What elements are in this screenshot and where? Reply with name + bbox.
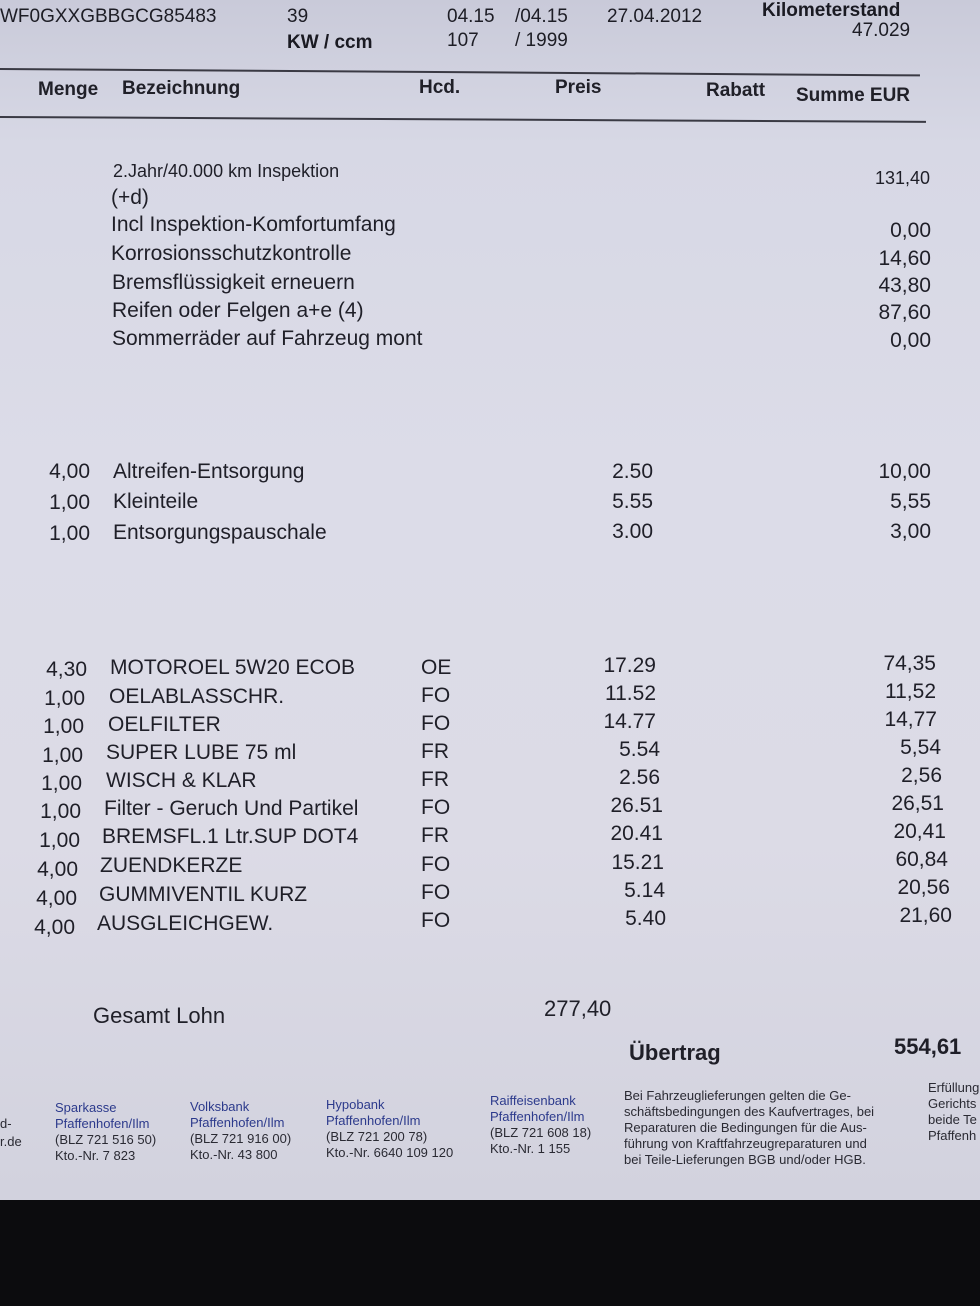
fee-sum: 10,00 [878, 460, 931, 483]
part-sum: 60,84 [895, 848, 948, 871]
part-description: OELABLASSCHR. [109, 685, 285, 708]
bank-city: Pfaffenhofen/Ilm [326, 1113, 421, 1128]
part-code: FR [421, 740, 449, 763]
part-sum: 26,51 [891, 792, 944, 815]
part-price: 2.56 [619, 766, 660, 789]
bank-name: Raiffeisenbank [490, 1093, 576, 1108]
fee-qty: 4,00 [49, 460, 90, 483]
part-sum: 74,35 [883, 652, 936, 675]
footer-left-fragment: d- [0, 1116, 12, 1131]
fee-price: 5.55 [612, 490, 653, 513]
part-sum: 14,77 [884, 708, 937, 731]
part-code: FO [421, 684, 451, 707]
part-qty: 4,00 [37, 858, 78, 881]
labor-item: Sommerräder auf Fahrzeug mont [112, 327, 423, 350]
col-preis: Preis [555, 77, 602, 98]
labor-item: 2.Jahr/40.000 km Inspektion [113, 161, 340, 181]
part-qty: 1,00 [44, 687, 85, 710]
bank-account: Kto.-Nr. 6640 109 120 [326, 1145, 454, 1160]
part-description: GUMMIVENTIL KURZ [99, 883, 308, 906]
labor-sum: 0,00 [890, 329, 931, 352]
fee-sum: 5,55 [890, 490, 931, 513]
part-sum: 21,60 [899, 904, 952, 927]
part-qty: 1,00 [43, 715, 84, 738]
bank-account: Kto.-Nr. 43 800 [190, 1147, 278, 1162]
fee-item: Altreifen-Entsorgung [113, 460, 305, 483]
part-price: 11.52 [605, 682, 656, 705]
fee-item: Kleinteile [113, 490, 199, 513]
part-code: FO [421, 909, 451, 932]
part-code: FO [421, 853, 451, 876]
labor-item: Korrosionsschutzkontrolle [111, 242, 352, 265]
part-qty: 1,00 [39, 829, 80, 852]
first-registration-value: 27.04.2012 [607, 6, 703, 27]
col-menge: Menge [38, 79, 99, 100]
fee-qty: 1,00 [49, 491, 90, 514]
part-code: OE [421, 656, 452, 679]
bank-account: Kto.-Nr. 7 823 [55, 1148, 136, 1163]
labor-item: Bremsflüssigkeit erneuern [112, 271, 355, 294]
fee-price: 3.00 [612, 520, 653, 543]
part-qty: 1,00 [42, 744, 83, 767]
footer-left-fragment: r.de [0, 1134, 22, 1149]
part-qty: 4,00 [34, 916, 75, 939]
fee-item: Entsorgungspauschale [113, 521, 327, 544]
part-price: 5.40 [625, 907, 666, 930]
bank-blz: (BLZ 721 200 78) [326, 1129, 428, 1144]
part-sum: 20,41 [893, 820, 946, 843]
bank-hypobank [326, 1097, 453, 1161]
part-description: Filter - Geruch Und Partikel [104, 797, 359, 820]
bank-name: Hypobank [326, 1097, 385, 1112]
km-value: 47.029 [852, 20, 911, 41]
bank-city: Pfaffenhofen/Ilm [55, 1116, 150, 1131]
fee-sum: 3,00 [890, 520, 931, 543]
labor-item: Incl Inspektion-Komfortumfang [111, 213, 396, 236]
col-rabatt: Rabatt [706, 80, 766, 101]
bank-raiffeisenbank [490, 1093, 591, 1157]
labor-sum: 131,40 [874, 168, 930, 188]
part-code: FO [421, 796, 451, 819]
part-price: 15.21 [611, 851, 664, 874]
part-description: ZUENDKERZE [100, 854, 243, 877]
part-qty: 1,00 [41, 772, 82, 795]
part-sum: 2,56 [901, 764, 942, 787]
part-price: 14.77 [603, 710, 656, 733]
part-price: 17.29 [603, 654, 656, 677]
photo-background-edge [0, 1200, 980, 1306]
fee-price: 2.50 [612, 460, 653, 483]
labor-sum: 0,00 [890, 219, 931, 242]
kw-value: 107 [447, 30, 479, 51]
part-qty: 4,30 [46, 658, 87, 681]
part-price: 5.54 [619, 738, 660, 761]
part-price: 5.14 [624, 879, 665, 902]
part-code: FO [421, 881, 451, 904]
bank-account: Kto.-Nr. 1 155 [490, 1141, 571, 1156]
part-qty: 4,00 [36, 887, 77, 910]
ccm-value: / 1999 [515, 30, 568, 51]
part-qty: 1,00 [40, 800, 81, 823]
part-description: SUPER LUBE 75 ml [106, 741, 297, 764]
kw-ccm-label: KW / ccm [287, 32, 373, 53]
gesamt-lohn-label: Gesamt Lohn [93, 1003, 226, 1028]
model-value: 39 [287, 6, 309, 27]
bank-city: Pfaffenhofen/Ilm [190, 1115, 285, 1130]
bank-volksbank [190, 1099, 291, 1163]
col-bezeichnung: Bezeichnung [122, 78, 241, 99]
part-description: BREMSFL.1 Ltr.SUP DOT4 [102, 825, 359, 848]
date-value-1: 04.15 [447, 6, 495, 27]
bank-blz: (BLZ 721 608 18) [490, 1125, 592, 1140]
part-price: 26.51 [610, 794, 663, 817]
labor-item: (+d) [111, 186, 149, 209]
bank-city: Pfaffenhofen/Ilm [490, 1109, 585, 1124]
gesamt-lohn-value: 277,40 [544, 996, 612, 1021]
labor-item: Reifen oder Felgen a+e (4) [112, 299, 364, 322]
bank-sparkasse [55, 1100, 156, 1164]
bank-blz: (BLZ 721 516 50) [55, 1132, 157, 1147]
terms-right-fragment: Erfüllung Gerichts beide Te Pfaffenh [928, 1080, 980, 1143]
part-code: FR [421, 768, 449, 791]
column-header-rule [0, 116, 926, 123]
vin-value: WF0GXXGBBGCG85483 [0, 6, 217, 27]
part-description: MOTOROEL 5W20 ECOB [110, 656, 356, 679]
terms-text: Bei Fahrzeuglieferungen gelten die Ge- schäftsbedingungen des Kaufvertrages, bei Reparaturen die Bedingungen für die Aus- führung von Kraftfahrzeugreparaturen und bei Teile-Lieferungen BGB und/oder HGB. [624, 1088, 875, 1167]
part-sum: 5,54 [900, 736, 941, 759]
col-hcd: Hcd. [419, 77, 461, 98]
uebertrag-label: Übertrag [629, 1040, 721, 1065]
col-summe: Summe EUR [796, 85, 911, 106]
part-price: 20.41 [610, 822, 663, 845]
bank-name: Sparkasse [55, 1100, 117, 1115]
uebertrag-value: 554,61 [894, 1034, 962, 1059]
part-code: FR [421, 824, 449, 847]
bank-name: Volksbank [190, 1099, 250, 1114]
labor-sum: 87,60 [878, 301, 931, 324]
part-description: AUSGLEICHGEW. [97, 912, 274, 935]
labor-sum: 14,60 [878, 247, 931, 270]
part-description: WISCH & KLAR [106, 769, 257, 792]
labor-sum: 43,80 [878, 274, 931, 297]
bank-blz: (BLZ 721 916 00) [190, 1131, 292, 1146]
part-sum: 20,56 [897, 876, 950, 899]
part-code: FO [421, 712, 451, 735]
fee-qty: 1,00 [49, 522, 90, 545]
date-value-2: /04.15 [515, 6, 568, 27]
km-label: Kilometerstand [762, 0, 901, 21]
header-rule [0, 68, 920, 76]
part-sum: 11,52 [885, 680, 936, 703]
part-description: OELFILTER [108, 713, 221, 736]
